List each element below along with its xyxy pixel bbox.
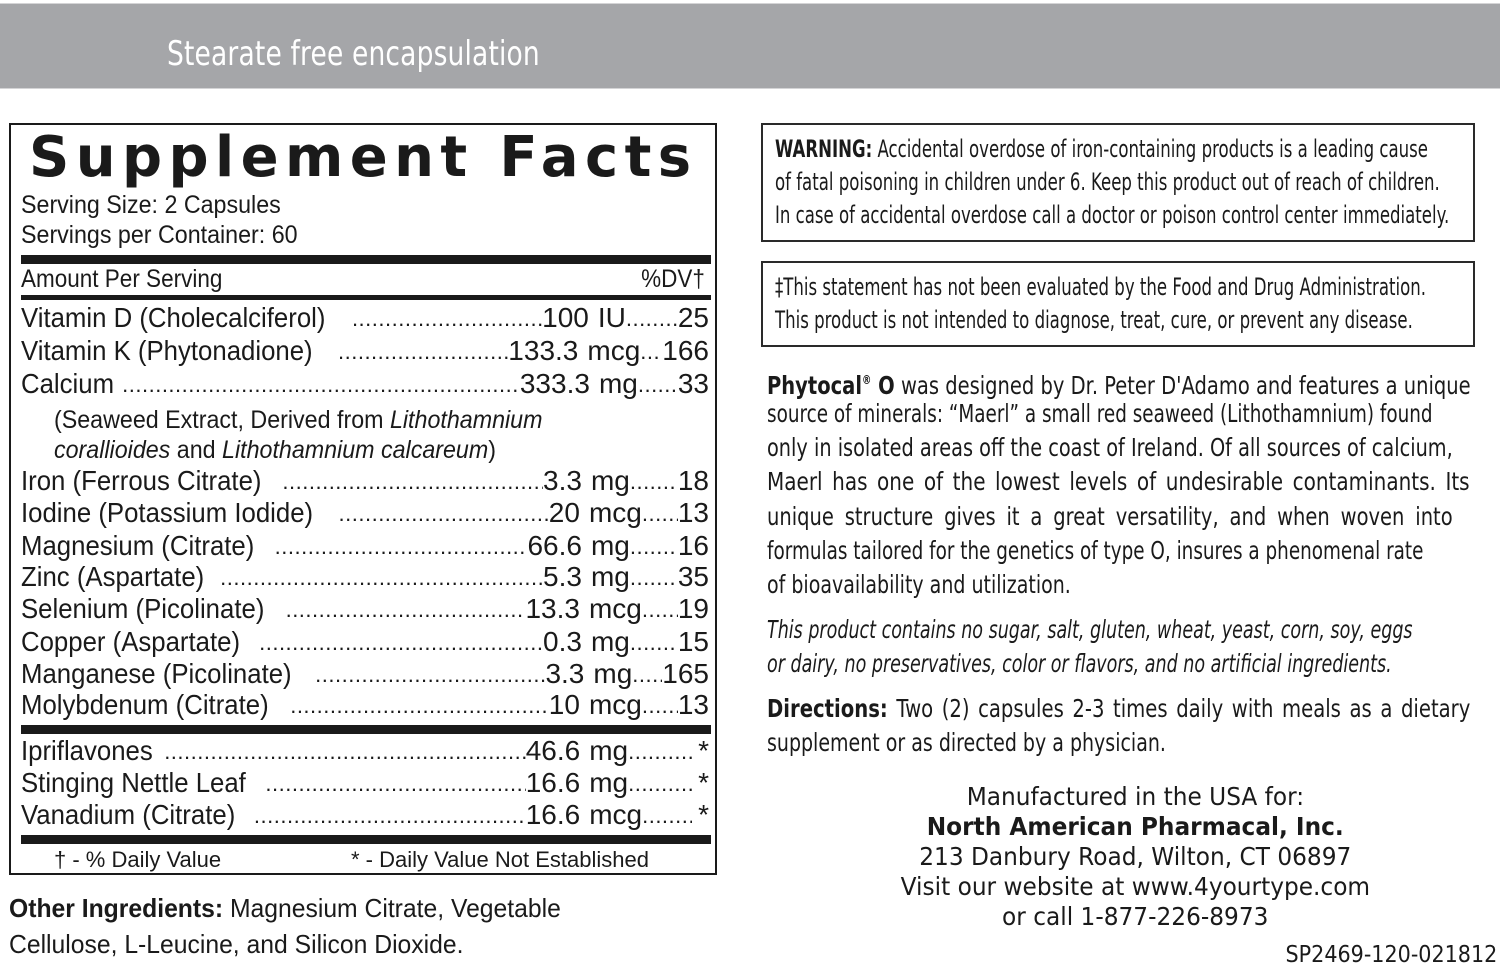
leader-dots [286, 593, 526, 625]
description-line-5: unique structure gives it a great versatility, and when woven into [767, 502, 1453, 531]
nutrient-unit: mcg [588, 497, 642, 528]
calcium-source-note: (Seaweed Extract, Derived from Lithothamnium [54, 406, 543, 434]
fda-line-1: ‡This statement has not been evaluated by the Food and Drug Administration. [775, 273, 1426, 301]
description-line-1: Phytocal® O was designed by Dr. Peter D'Adamo and features a unique [767, 371, 1471, 400]
nutrient-name: Calcium [21, 368, 115, 399]
nutrient-name: Iron (Ferrous Citrate) [21, 465, 262, 496]
leader-dots [315, 658, 545, 690]
leader-dots [275, 530, 528, 562]
other-ingredients-text: Magnesium Citrate, Vegetable Cellulose, L-Leucine, and Silicon Dioxide. [9, 893, 561, 959]
other-ingredients-label: Other Ingredients: [9, 893, 224, 923]
warning-line-3: In case of accidental overdose call a doctor or poison control center immediately. [775, 201, 1450, 229]
nutrient-row-copper [21, 626, 709, 658]
amount-per-serving-label: Amount Per Serving [21, 265, 223, 293]
nutrient-amount: 46.6 [525, 735, 581, 766]
calcium-source-note-cont: corallioides and Lithothamnium calcareum) [54, 436, 496, 464]
nutrient-dv: 25 [677, 302, 709, 333]
nutrient-unit: mcg [587, 335, 641, 366]
facts-title: Supplement Facts [29, 125, 698, 190]
nutrient-row-zinc [21, 561, 709, 593]
manufacturer-phone: or call 1-877-226-8973 [1001, 902, 1269, 931]
nutrient-amount: 3.3 [545, 658, 585, 689]
leader-dots [338, 335, 508, 367]
leader-dots [339, 497, 549, 529]
directions-line-2: supplement or as directed by a physician. [767, 728, 1166, 757]
nutrient-dv: 18 [677, 465, 709, 496]
nutrient-unit: mg [590, 530, 630, 561]
fda-line-2: This product is not intended to diagnose, treat, cure, or prevent any disease. [775, 306, 1413, 334]
nutrient-row-vanadium [21, 799, 709, 831]
other-ingredients [9, 890, 674, 962]
nutrient-dv: * [698, 735, 709, 766]
warning-box [761, 123, 1475, 242]
nutrient-dv: 16 [677, 530, 709, 561]
nutrient-row-ipriflavones [21, 735, 709, 767]
nutrient-name: Copper (Aspartate) [21, 626, 241, 657]
leader-dots [265, 767, 525, 799]
nutrient-unit: mg [598, 368, 638, 399]
leader-dots [630, 465, 678, 497]
nutrient-row-vitamin-k [21, 335, 709, 367]
nutrient-row-selenium [21, 593, 709, 625]
nutrient-dv: 19 [677, 593, 709, 624]
header-banner [0, 3, 1500, 89]
manufacturer-intro: Manufactured in the USA for: [966, 782, 1304, 811]
nutrient-dv: 165 [662, 658, 709, 689]
nutrient-row-iron [21, 465, 709, 497]
nutrient-name: Zinc (Aspartate) [21, 561, 205, 592]
nutrient-name: Stinging Nettle Leaf [21, 767, 246, 798]
nutrient-unit: mcg [588, 689, 642, 720]
banner-text: Stearate free encapsulation [167, 34, 540, 74]
manufacturer-address: 213 Danbury Road, Wilton, CT 06897 [918, 842, 1352, 871]
nutrient-dv: * [698, 799, 709, 830]
directions-label: Directions: [767, 694, 888, 723]
servings-per-container: Servings per Container: 60 [21, 221, 298, 249]
serving-size: Serving Size: 2 Capsules [21, 191, 281, 219]
directions-line-1: Directions: Two (2) capsules 2-3 times daily with meals as a dietary [767, 694, 1471, 723]
nutrient-name: Iodine (Potassium Iodide) [21, 497, 314, 528]
brand-name: Phytocal® O [767, 371, 895, 400]
leader-dots [220, 561, 543, 593]
supplement-facts-panel [9, 123, 717, 875]
leader-dots [630, 561, 678, 593]
nutrient-unit: mg [589, 767, 629, 798]
nutrient-amount: 66.6 [527, 530, 582, 561]
footnote-not-established: * - Daily Value Not Established [351, 847, 649, 872]
nutrient-dv: 15 [677, 626, 709, 657]
free-from-line-2: or dairy, no preservatives, color or flavors, and no artificial ingredients. [767, 649, 1392, 678]
leader-dots [254, 799, 526, 831]
manufacturer-name: North American Pharmacal, Inc. [926, 812, 1344, 841]
nutrient-amount: 333.3 [519, 368, 590, 399]
nutrient-unit: mcg [589, 799, 643, 830]
warning-line-1: WARNING: Accidental overdose of iron-containing products is a leading cause [775, 135, 1428, 163]
free-from-line-1: This product contains no sugar, salt, gluten, wheat, yeast, corn, soy, eggs [767, 615, 1413, 644]
leader-dots [282, 465, 543, 497]
registered-mark: ® [862, 373, 872, 387]
nutrient-name: Selenium (Picolinate) [21, 593, 265, 624]
fda-disclaimer-box [761, 261, 1475, 347]
footnote-daily-value: † - % Daily Value [54, 847, 222, 872]
heavy-rule [21, 255, 711, 264]
nutrient-name: Ipriflavones [21, 735, 153, 766]
description-line-6: formulas tailored for the genetics of type O, insures a phenomenal rate [767, 536, 1424, 565]
nutrient-name: Molybdenum (Citrate) [21, 689, 269, 720]
nutrient-row-calcium [21, 368, 709, 400]
manufacturer-website: Visit our website at www.4yourtype.com [900, 872, 1370, 901]
nutrient-name: Manganese (Picolinate) [21, 658, 292, 689]
nutrient-dv: 35 [677, 561, 709, 592]
nutrient-amount: 3.3 [543, 465, 582, 496]
leader-dots [632, 658, 662, 690]
leader-dots [640, 335, 662, 367]
nutrient-unit: mg [590, 561, 630, 592]
nutrient-amount: 10 [548, 689, 580, 720]
nutrient-unit: IU [597, 302, 626, 333]
nutrient-dv: * [698, 767, 709, 798]
nutrient-row-magnesium [21, 530, 709, 562]
leader-dots [642, 497, 678, 529]
leader-dots [628, 767, 692, 799]
leader-dots [642, 689, 678, 721]
leader-dots [630, 626, 678, 658]
nutrient-row-molybdenum [21, 689, 709, 721]
nutrient-amount: 0.3 [543, 626, 582, 657]
leader-dots [638, 368, 678, 400]
description-line-3: only in isolated areas off the coast of Ireland. Of all sources of calcium, [767, 433, 1453, 462]
warning-label: WARNING: [775, 135, 873, 163]
nutrient-unit: mcg [588, 593, 642, 624]
nutrient-row-stinging-nettle [21, 767, 709, 799]
nutrient-amount: 100 [542, 302, 589, 333]
nutrient-row-manganese [21, 658, 709, 690]
leader-dots [626, 302, 678, 334]
dv-header: %DV† [641, 265, 705, 293]
heavy-rule [21, 835, 711, 844]
nutrient-name: Vitamin K (Phytonadione) [21, 335, 313, 366]
nutrient-unit: mg [590, 465, 630, 496]
leader-dots [122, 368, 520, 400]
nutrient-dv: 166 [662, 335, 709, 366]
warning-line-2: of fatal poisoning in children under 6. Keep this product out of reach of children. [775, 168, 1440, 196]
description-line-2: source of minerals: “Maerl” a small red seaweed (Lithothamnium) found [767, 399, 1433, 428]
nutrient-amount: 16.6 [525, 767, 581, 798]
nutrient-unit: mg [590, 626, 630, 657]
leader-dots [642, 593, 678, 625]
heavy-rule [21, 725, 711, 734]
description-line-7: of bioavailability and utilization. [767, 570, 1071, 599]
nutrient-row-iodine [21, 497, 709, 529]
nutrient-row-vitamin-d [21, 302, 709, 334]
nutrient-amount: 20 [548, 497, 580, 528]
leader-dots [290, 689, 549, 721]
leader-dots [259, 626, 543, 658]
nutrient-amount: 133.3 [508, 335, 579, 366]
nutrient-amount: 16.6 [525, 799, 581, 830]
leader-dots [164, 735, 526, 767]
nutrient-dv: 33 [677, 368, 709, 399]
nutrient-name: Vitamin D (Cholecalciferol) [21, 302, 326, 333]
nutrient-unit: mg [593, 658, 633, 689]
nutrient-name: Vanadium (Citrate) [21, 799, 236, 830]
leader-dots [352, 302, 542, 334]
nutrient-name: Magnesium (Citrate) [21, 530, 255, 561]
nutrient-amount: 5.3 [543, 561, 582, 592]
description-line-4: Maerl has one of the lowest levels of undesirable contaminants. Its [767, 467, 1470, 496]
medium-rule [21, 295, 711, 300]
nutrient-unit: mg [589, 735, 629, 766]
nutrient-dv: 13 [677, 497, 709, 528]
leader-dots [630, 530, 678, 562]
leader-dots [628, 735, 692, 767]
leader-dots [642, 799, 692, 831]
nutrient-dv: 13 [677, 689, 709, 720]
product-code: SP2469-120-021812 [1285, 942, 1497, 968]
nutrient-amount: 13.3 [525, 593, 580, 624]
